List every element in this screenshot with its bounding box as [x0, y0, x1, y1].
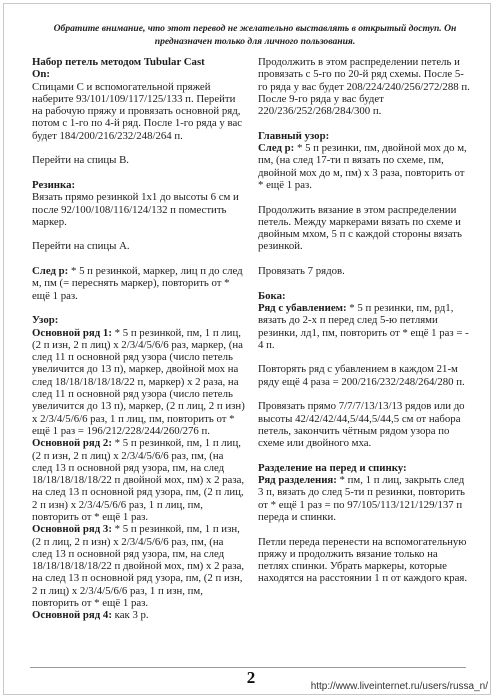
rib-heading: Резинка: [32, 178, 76, 191]
cast-on-subtitle: On: [32, 68, 50, 81]
notice-line-2: предназначен только для личного пользования. [154, 36, 356, 47]
repeat-dec-text: Повторять ряд с убавлением в каждом 21-м ряду ещё 4 раза = 200/216/232/248/264/280 п. [258, 363, 465, 388]
row3-paragraph [32, 523, 246, 609]
split-row-label: Ряд разделения: [258, 474, 337, 487]
row2-paragraph [32, 437, 246, 523]
switch-needles-a: Перейти на спицы А. [32, 240, 130, 253]
split-row-paragraph [258, 474, 470, 523]
main-row-paragraph [258, 142, 470, 191]
row4-paragraph [32, 609, 246, 621]
row4-text: как 3 р. [111, 609, 149, 622]
notice-line-1: Обратите внимание, что этот перевод не желательно выставлять в открытый доступ. Он [53, 23, 457, 34]
switch-needles-b: Перейти на спицы В. [32, 154, 130, 167]
main-continue-text: Продолжить вязание в этом распределении петель. Между маркерами вязать по схеме и двойным мхом, 5 п с каждой стороны вязать резинкой. [258, 203, 462, 253]
row1-paragraph [32, 327, 246, 438]
knit-rows-text: Провязать 7 рядов. [258, 265, 345, 278]
split-heading: Разделение на перед и спинку: [258, 461, 407, 474]
next-row-text: * 5 п резинкой, маркер, лиц п до след м, пм (= переснять маркер), повторить от * ещё 1 раз. [32, 265, 243, 302]
next-row-paragraph [32, 265, 246, 302]
dec-row-text: * 5 п резинки, пм, рд1, вязать до 2-х п перед след 5-ю петлями резинки, лд1, пм, повторить от * ещё 1 раз = - 4 п. [258, 301, 469, 351]
row4-label: Основной ряд 4: [32, 609, 112, 622]
cast-on-text: Спицами С и вспомогательной пряжей наберите 93/101/109/117/125/133 п. Перейти на рабочую пряжу и провязать основной ряд, потом с 1-го по 4-й ряд. После 1-го ряда у вас будет 184/200/216/232/248/264 п. [32, 80, 243, 142]
pattern-heading: Узор: [32, 314, 59, 327]
row3-label: Основной ряд 3: [32, 523, 112, 536]
hold-front-text: Петли переда перенести на вспомогательную пряжу и продолжить вязание только на петлях спинки. Убрать маркеры, которые находятся на расстоянии 1 п от каждого края. [258, 535, 468, 585]
dec-row-label: Ряд с убавлением: [258, 301, 347, 314]
source-url[interactable]: http://www.liveinternet.ru/users/russa_n/ [310, 681, 488, 692]
row2-text: * 5 п резинкой, пм, 1 п лиц, (2 п изн, 2 п лиц) х 2/3/4/5/6/6 раз, пм, (на след 13 п основной ряд узора, пм, на след 18/18/18/18/18/22 п двойной мох, пм) х 2 раза, на след 13 п основной ряд узора, пм, (2 п лиц, 2 п изн) х 2/3/4/5/6/6 раз, 1 п лиц, пм, повторить от * ещё 1 раз. [32, 437, 245, 523]
page-number: 2 [246, 668, 256, 687]
cast-on-title: Набор петель методом Tubular Cast [32, 56, 205, 68]
main-row-label: След р: [258, 142, 295, 155]
row1-text: * 5 п резинкой, пм, 1 п лиц, (2 п изн, 2 п лиц) х 2/3/4/5/6/6 раз, маркер, (на след 11 п основной ряд узора (число петель увеличится до 13 п), маркер, двойной мох на след 18/18/18/18/18/22 п, маркер) х 2 раза, на след 11 п основной ряд узора (число петель увеличится до 13 п), маркер, (2 п лиц, 2 п изн) х 2/3/4/5/6/6 раз, 1 п лиц, пм, повторить от * ещё 1 раз = 196/212/228/244/260/276 п. [32, 326, 245, 437]
privacy-notice [40, 22, 470, 48]
main-pattern-heading: Главный узор: [258, 129, 330, 142]
right-column [258, 56, 470, 597]
rib-text: Вязать прямо резинкой 1х1 до высоты 6 см и после 92/100/108/116/124/132 п поместить маркер. [32, 191, 239, 228]
row2-label: Основной ряд 2: [32, 437, 112, 450]
row1-label: Основной ряд 1: [32, 326, 112, 339]
row3-text: * 5 п резинкой, пм, 1 п изн, (2 п лиц, 2 п изн) х 2/3/4/5/6/6 раз, пм, (на след 13 п основной ряд узора, пм, на след 18/18/18/18/18/22 п двойной мох, пм) х 2 раза, на след 13 п основной ряд узора, пм, (2 п изн, 2 п лиц) х 2/3/4/5/6/6 раз, 1 п изн, пм, повторить от * ещё 1 раз. [32, 523, 245, 610]
main-row-text: * 5 п резинки, пм, двойной мох до м, пм, (на след 17-ти п вязать по схеме, пм, двойной мох до м, пм) х 3 раза, повторить от * ещё 1 раз. [258, 142, 467, 191]
knit-straight-text: Провязать прямо 7/7/7/13/13/13 рядов или до высоты 42/42/42/44,5/44,5/44,5 см от набора петель, закончить чётным рядом узора по схеме или двойного мха. [258, 400, 465, 450]
next-row-label: След р: [32, 265, 69, 278]
continue-text: Продолжить в этом распределении петель и провязать с 5-го по 20-й ряд схемы. После 5-го ряда у вас будет 208/224/240/256/272/288 п. После 9-го ряда у вас будет 220/236/252/268/284/300 п. [258, 56, 470, 118]
sides-heading: Бока: [258, 289, 286, 302]
split-row-text: * пм, 1 п лиц, закрыть след 3 п, вязать до след 5-ти п резинки, повторить от * ещё 1 раз = по 97/105/113/121/129/137 п переда и спинки. [258, 474, 465, 523]
left-column [32, 56, 246, 622]
dec-row-paragraph [258, 302, 470, 351]
